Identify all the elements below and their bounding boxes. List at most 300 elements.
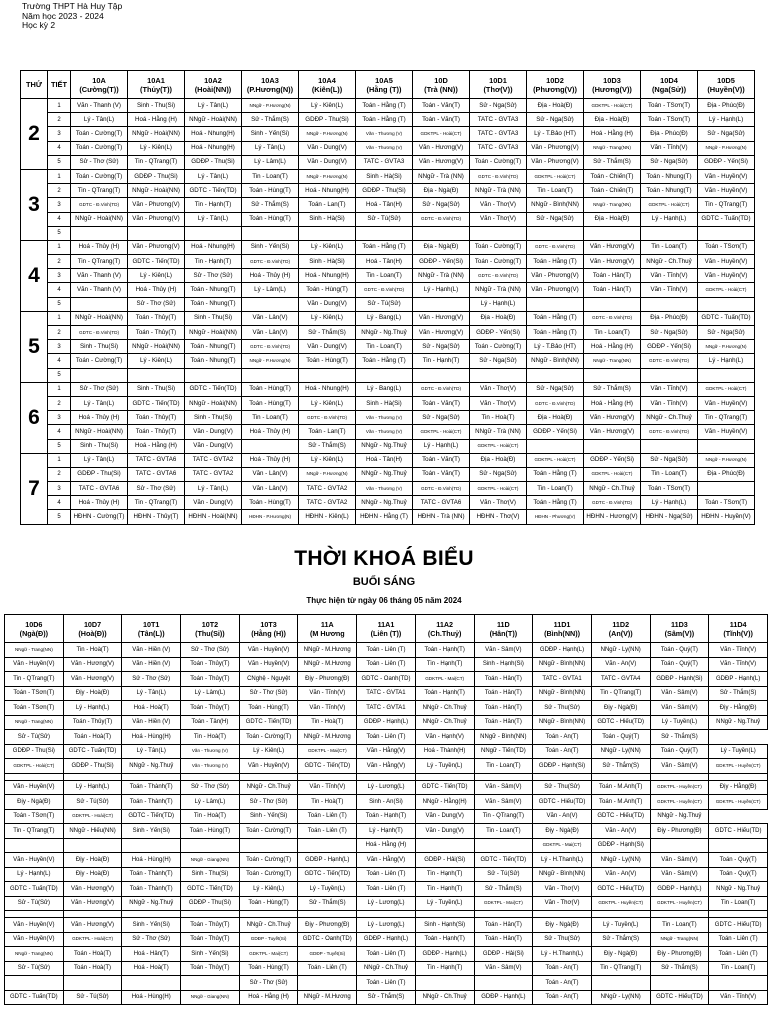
lesson-cell: Toán - Liên (T) — [357, 947, 416, 962]
lesson-cell — [242, 226, 299, 240]
lesson-cell: GDKTPL - Hoài(CT) — [584, 467, 641, 481]
lesson-cell: Văn - Hương(V) — [584, 411, 641, 425]
lesson-cell: Văn - Dung(V) — [185, 439, 242, 453]
lesson-cell: Tin - Hạnh(T) — [415, 882, 474, 897]
period-number: 2 — [48, 396, 71, 410]
lesson-cell: Toán - Hằng (T) — [527, 255, 584, 269]
lesson-cell: Văn - Phương(V) — [128, 212, 185, 226]
lesson-cell: Văn - Huyền(V) — [239, 759, 298, 774]
lesson-cell: Toán - An(T) — [533, 744, 592, 759]
lesson-cell: Văn - Thơ(V) — [470, 198, 527, 212]
lesson-cell: Văn - Thanh (V) — [71, 269, 128, 283]
lesson-cell: Sử - Tú(Sử) — [63, 795, 122, 810]
lesson-cell: TATC - GVTA6 — [128, 467, 185, 481]
day-label: 6 — [21, 382, 48, 453]
lesson-cell: Tin - Hoà(T) — [181, 730, 240, 745]
lesson-cell: Toán - Hân(T) — [474, 932, 533, 947]
lesson-cell: NNgữ - Ch.Thuỷ — [415, 701, 474, 716]
lesson-cell: Văn - Thơ(V) — [533, 896, 592, 911]
lesson-cell: Văn - Thương (V) — [356, 425, 413, 439]
lesson-cell: Toán - Liên (T) — [298, 809, 357, 824]
lesson-cell: Văn - An(V) — [591, 657, 650, 672]
lesson-cell: Văn - Hiền (V) — [122, 657, 181, 672]
lesson-cell: Sử - Thu(Sử) — [533, 932, 592, 947]
lesson-cell: NNgữ - Trà (NN) — [413, 269, 470, 283]
lesson-cell: Lý - Tuyền(L) — [591, 918, 650, 933]
lesson-cell: Sử - Thu(Sử) — [533, 701, 592, 716]
timetable-bottom-col-header: 11A1 (Liên (T)) — [357, 615, 416, 643]
page-title: THỜI KHOÁ BIỂU — [294, 547, 474, 570]
lesson-cell: Toán - Văn(T) — [413, 99, 470, 113]
lesson-cell: Toán - Quý(T) — [650, 657, 709, 672]
timetable-bottom-col-header: 11D (Hân(T)) — [474, 615, 533, 643]
timetable-top-header-row — [21, 71, 755, 99]
timetable-top-col-header: 10A2 (Hoài(NN)) — [185, 71, 242, 99]
lesson-cell: Sinh - Hạnh(Si) — [474, 657, 533, 672]
table-row — [5, 657, 768, 672]
lesson-cell: Văn - Tĩnh(V) — [709, 657, 768, 672]
lesson-cell: Hoá - Nhung(H) — [185, 127, 242, 141]
lesson-cell: GDKTPL - Hoài(CT) — [63, 809, 122, 824]
lesson-cell: Văn - Dung(V) — [415, 824, 474, 839]
lesson-cell: GDTC - Tuấn(TD) — [63, 744, 122, 759]
table-row — [21, 226, 755, 240]
lesson-cell: Toán - Hùng(T) — [242, 396, 299, 410]
lesson-cell: Toán - Thủy(T) — [181, 657, 240, 672]
lesson-cell: Hoá - Hân(T) — [122, 947, 181, 962]
table-row — [5, 838, 768, 853]
lesson-cell: Toán - Hân(T) — [584, 283, 641, 297]
lesson-cell — [415, 911, 474, 918]
lesson-cell: HĐHN - Huyền(V) — [698, 510, 755, 524]
lesson-cell: Toán - Liên (T) — [357, 657, 416, 672]
lesson-cell: Sử - Nga(Sử) — [698, 326, 755, 340]
table-row — [5, 911, 768, 918]
lesson-cell: Lý - Lương(L) — [357, 918, 416, 933]
lesson-cell: GDTC - Đ.Vinh(TD) — [413, 212, 470, 226]
lesson-cell: Toán - An(T) — [533, 961, 592, 976]
table-row — [5, 882, 768, 897]
lesson-cell: Hoá - Thủy (H) — [71, 411, 128, 425]
period-number: 5 — [48, 155, 71, 169]
school-year: Năm học 2023 - 2024 — [22, 10, 104, 21]
lesson-cell — [128, 226, 185, 240]
lesson-cell: NNgữ - P.Hương(N) — [698, 141, 755, 155]
table-row — [21, 311, 755, 325]
lesson-cell — [641, 226, 698, 240]
day-label: 4 — [21, 240, 48, 311]
lesson-cell: Sử - Thu(Sử) — [533, 780, 592, 795]
lesson-cell: Sinh - Thu(Si) — [185, 311, 242, 325]
lesson-cell: Tin - Hạnh(T) — [415, 961, 474, 976]
timetable-bottom-header-row — [5, 615, 768, 643]
lesson-cell: Văn - Thơ(V) — [470, 382, 527, 396]
lesson-cell: Toán - Hằng (T) — [356, 354, 413, 368]
lesson-cell: GDĐP - Hạnh(L) — [709, 672, 768, 687]
lesson-cell — [709, 773, 768, 780]
lesson-cell: Địy - Hằng(Đ) — [709, 701, 768, 716]
lesson-cell — [63, 976, 122, 991]
lesson-cell: Lý - Kiên(L) — [239, 744, 298, 759]
lesson-cell: Hoá - Hằng (H) — [128, 439, 185, 453]
lesson-cell: Văn - Hương(V) — [413, 311, 470, 325]
lesson-cell: Tin - Loan(T) — [242, 411, 299, 425]
lesson-cell — [650, 911, 709, 918]
lesson-cell: NNgữ - Bình(NN) — [533, 867, 592, 882]
lesson-cell: Hoá - Hằng (H) — [128, 113, 185, 127]
table-row — [5, 853, 768, 868]
period-number: 5 — [48, 439, 71, 453]
lesson-cell: Toán - TSơn(T) — [641, 99, 698, 113]
lesson-cell: Văn - Dung(V) — [299, 297, 356, 311]
lesson-cell: Lý - Lương(L) — [357, 780, 416, 795]
timetable-bottom-col-header: 11D1 (Bình(NN)) — [533, 615, 592, 643]
lesson-cell: Sử - Tú(Sử) — [5, 730, 64, 745]
lesson-cell: Toán - Thành(T) — [122, 780, 181, 795]
period-number: 4 — [48, 283, 71, 297]
lesson-cell: Tin - Hạnh(T) — [185, 198, 242, 212]
lesson-cell — [299, 368, 356, 382]
lesson-cell: Lý - Kiên(L) — [299, 240, 356, 254]
lesson-cell: Văn - Tĩnh(V) — [641, 141, 698, 155]
lesson-cell: Sử - Nga(Sử) — [413, 411, 470, 425]
lesson-cell: Toán - Hùng(T) — [239, 896, 298, 911]
lesson-cell: Toán - Chiến(T) — [584, 184, 641, 198]
lesson-cell: Tin - Loan(T) — [527, 184, 584, 198]
lesson-cell: Toán - An(T) — [533, 990, 592, 1005]
lesson-cell — [641, 368, 698, 382]
table-row — [21, 155, 755, 169]
lesson-cell: GDTC - Tuấn(TD) — [698, 212, 755, 226]
lesson-cell: Sử - Thắm(S) — [299, 326, 356, 340]
period-number: 4 — [48, 354, 71, 368]
lesson-cell: Văn - Sâm(V) — [650, 759, 709, 774]
lesson-cell: GDTC - Đ.Vinh(TD) — [413, 382, 470, 396]
lesson-cell: Văn - Hương(V) — [413, 141, 470, 155]
lesson-cell: Hoá - Hùng(H) — [122, 853, 181, 868]
lesson-cell: GDTC - Đ.Vinh(TD) — [641, 425, 698, 439]
lesson-cell: Lý - Lâm(L) — [242, 283, 299, 297]
lesson-cell: Toán - TSơn(T) — [641, 482, 698, 496]
lesson-cell: GDTC - Đ.Vinh(TD) — [470, 169, 527, 183]
lesson-cell: GDĐP - Yến(Si) — [584, 453, 641, 467]
lesson-cell: Toán - Thành(T) — [122, 867, 181, 882]
table-row — [5, 824, 768, 839]
lesson-cell: Sử - Thắm(S) — [357, 990, 416, 1005]
lesson-cell: Hoá - Hằng (H) — [584, 127, 641, 141]
lesson-cell: Toán - Liên (T) — [298, 824, 357, 839]
lesson-cell: Toán - M.Anh(T) — [591, 795, 650, 810]
lesson-cell: GDĐP - Yến(Si) — [641, 340, 698, 354]
lesson-cell: Văn - Hương(V) — [63, 657, 122, 672]
lesson-cell: GDTC - Đ.Vinh(TD) — [470, 269, 527, 283]
period-number: 4 — [48, 496, 71, 510]
lesson-cell: Văn - Hương(V) — [413, 326, 470, 340]
lesson-cell: Sử - Tú(Sử) — [5, 961, 64, 976]
lesson-cell — [415, 976, 474, 991]
lesson-cell: Toán - Hoà(T) — [63, 961, 122, 976]
period-number: 1 — [48, 311, 71, 325]
timetable-top-col-header: 10A3 (P.Hương(N)) — [242, 71, 299, 99]
timetable-bottom-col-header: 11A (M Hương — [298, 615, 357, 643]
table-row — [21, 510, 755, 524]
lesson-cell: Tin - Hạnh(T) — [415, 657, 474, 672]
lesson-cell: Sinh - Hà(Si) — [299, 255, 356, 269]
lesson-cell — [591, 911, 650, 918]
lesson-cell: Văn - Sâm(V) — [650, 686, 709, 701]
lesson-cell: Sử - Thơ (Sử) — [181, 780, 240, 795]
lesson-cell: Tin - Hoà(T) — [298, 715, 357, 730]
lesson-cell: NNgữ - Ch.Thuỷ — [641, 411, 698, 425]
lesson-cell: Văn - Thơ(V) — [470, 496, 527, 510]
lesson-cell — [650, 773, 709, 780]
lesson-cell: NNgữ - Ng.Thuỷ — [356, 496, 413, 510]
lesson-cell: Tin - QTrang(T) — [71, 255, 128, 269]
lesson-cell — [239, 773, 298, 780]
lesson-cell: NNgữ - Hoài(NN) — [185, 326, 242, 340]
lesson-cell: Lý - Kiên(L) — [128, 141, 185, 155]
lesson-cell: TATC - GVTA2 — [185, 453, 242, 467]
lesson-cell: Lý - Tân(L) — [122, 744, 181, 759]
lesson-cell: Hoá - Thủy (H) — [242, 269, 299, 283]
lesson-cell: NNgữ - Hoài(NN) — [185, 113, 242, 127]
lesson-cell: NNgữ - Hoài(NN) — [71, 425, 128, 439]
lesson-cell: Sử - Thắm(S) — [298, 896, 357, 911]
lesson-cell: NNgữ - Giang(NN) — [181, 990, 240, 1005]
lesson-cell: Lý - Hạnh(L) — [641, 496, 698, 510]
lesson-cell — [584, 226, 641, 240]
lesson-cell: Sinh - Thu(Si) — [128, 382, 185, 396]
lesson-cell — [185, 226, 242, 240]
lesson-cell: GDTC - Đ.Vinh(TD) — [242, 340, 299, 354]
lesson-cell: Hoá - Tân(H) — [356, 453, 413, 467]
lesson-cell: Tin - Loan(T) — [650, 918, 709, 933]
lesson-cell: Sử - Tú(Sử) — [5, 896, 64, 911]
lesson-cell: Lý - Tân(L) — [185, 482, 242, 496]
lesson-cell: GDTC - Tiến(TD) — [239, 715, 298, 730]
lesson-cell: GDTC - Hiếu(TD) — [650, 990, 709, 1005]
lesson-cell: Văn - Sâm(V) — [474, 961, 533, 976]
lesson-cell: NNgữ - Tiến(TD) — [474, 744, 533, 759]
lesson-cell: Tin - Hạnh(T) — [185, 255, 242, 269]
lesson-cell: Toán - M.Anh(T) — [591, 780, 650, 795]
table-row — [21, 113, 755, 127]
lesson-cell: NNgữ - Ng.Thuỷ — [122, 896, 181, 911]
lesson-cell: Toán - Nhung(T) — [185, 340, 242, 354]
timetable-bottom-col-header: 11D4 (Tĩnh(V)) — [709, 615, 768, 643]
lesson-cell: GDKTPL - Mai(CT) — [533, 838, 592, 853]
lesson-cell: Văn - Huyền(V) — [698, 169, 755, 183]
lesson-cell: Văn - Sâm(V) — [474, 643, 533, 658]
timetable-top-col-header: 10A4 (Kiên(L)) — [299, 71, 356, 99]
lesson-cell: Văn - Hương(V) — [63, 672, 122, 687]
lesson-cell: Tin - QTrang(T) — [698, 198, 755, 212]
lesson-cell: Địa - Hoà(Đ) — [584, 212, 641, 226]
lesson-cell: GDKTPL - Hoài(CT) — [527, 169, 584, 183]
timetable-top-col-header: 10A5 (Hằng (T)) — [356, 71, 413, 99]
lesson-cell: Lý - Lâm(L) — [181, 795, 240, 810]
lesson-cell — [181, 773, 240, 780]
lesson-cell: Toán - Thủy(T) — [128, 311, 185, 325]
table-row — [21, 482, 755, 496]
lesson-cell — [356, 368, 413, 382]
timetable-bottom-col-header: 10D6 (Ngà(Đ)) — [5, 615, 64, 643]
lesson-cell: NNgữ - Trang(NN) — [584, 354, 641, 368]
timetable-top-col-header: 10D5 (Huyền(V)) — [698, 71, 755, 99]
lesson-cell: Lý - Tân(L) — [185, 212, 242, 226]
table-row — [21, 198, 755, 212]
lesson-cell: Văn - Phương(V) — [527, 141, 584, 155]
lesson-cell: Toán - Cường(T) — [71, 141, 128, 155]
lesson-cell: Sử - Thơ (Sử) — [185, 269, 242, 283]
lesson-cell: Toán - Liên (T) — [357, 730, 416, 745]
lesson-cell — [527, 297, 584, 311]
lesson-cell: Toán - Cường(T) — [470, 240, 527, 254]
lesson-cell: Toán - Hằng (T) — [356, 99, 413, 113]
lesson-cell: Toán - Tân(H) — [181, 715, 240, 730]
lesson-cell: Văn - Hiền (V) — [122, 715, 181, 730]
lesson-cell: Tin - Hoà(T) — [181, 809, 240, 824]
period-number: 3 — [48, 411, 71, 425]
lesson-cell: Sử - Tú(Sử) — [474, 867, 533, 882]
lesson-cell: HĐHN - P.Hương(N) — [242, 510, 299, 524]
timetable-bottom-col-header: 11D2 (An(V)) — [591, 615, 650, 643]
lesson-cell: NNgữ - Ch.Thuỷ — [415, 990, 474, 1005]
lesson-cell: NNgữ - Hiếu(NN) — [63, 824, 122, 839]
lesson-cell: Toán - TSơn(T) — [5, 701, 64, 716]
lesson-cell: Sử - Thơ (Sử) — [122, 672, 181, 687]
lesson-cell — [71, 368, 128, 382]
lesson-cell: Văn - Huyền(V) — [698, 255, 755, 269]
lesson-cell: GDĐP - Hải(Si) — [474, 947, 533, 962]
lesson-cell: Toán - Quý(T) — [650, 643, 709, 658]
lesson-cell: Lý - Bang(L) — [356, 311, 413, 325]
lesson-cell: Địy - Ngà(Đ) — [533, 918, 592, 933]
lesson-cell: GDTC - Tiến(TD) — [128, 255, 185, 269]
lesson-cell: Lý - Tân(L) — [122, 686, 181, 701]
lesson-cell: Sử - Thơ (Sử) — [181, 643, 240, 658]
period-number: 3 — [48, 269, 71, 283]
lesson-cell — [584, 297, 641, 311]
table-row — [5, 773, 768, 780]
lesson-cell: Hoá - Nhung(H) — [299, 184, 356, 198]
lesson-cell: Toán - Cường(T) — [71, 127, 128, 141]
lesson-cell: GDTC - Tiến(TD) — [185, 382, 242, 396]
lesson-cell: NNgữ - Trang(NN) — [5, 715, 64, 730]
lesson-cell: Lý - Tân(L) — [242, 141, 299, 155]
lesson-cell: NNgữ - Ng.Thuỷ — [356, 467, 413, 481]
lesson-cell: Văn - Sâm(V) — [650, 867, 709, 882]
lesson-cell — [71, 297, 128, 311]
lesson-cell: TATC - GVTA2 — [299, 496, 356, 510]
lesson-cell: Sử - Thơ (Sử) — [122, 932, 181, 947]
lesson-cell: Sinh - Yến(Si) — [239, 809, 298, 824]
lesson-cell: NNgữ - Trà (NN) — [470, 184, 527, 198]
table-row — [21, 255, 755, 269]
lesson-cell: Sử - Thắm(S) — [591, 759, 650, 774]
lesson-cell: GDKTPL - Hoài(CT) — [470, 439, 527, 453]
lesson-cell: GDĐP - Hạnh(L) — [474, 990, 533, 1005]
lesson-cell: GDTC - Tiến(TD) — [298, 867, 357, 882]
table-row — [21, 184, 755, 198]
lesson-cell: Hoá - Thủy (H) — [128, 283, 185, 297]
lesson-cell: TATC - GVTA3 — [470, 127, 527, 141]
lesson-cell: NNgữ - P.Hương(N) — [299, 169, 356, 183]
lesson-cell: TATC - GVTA2 — [185, 467, 242, 481]
lesson-cell: Địa - Phúc(Đ) — [698, 99, 755, 113]
timetable-top-col-header: 10D2 (Phương(V)) — [527, 71, 584, 99]
table-row — [21, 326, 755, 340]
lesson-cell: Toán - Liên (T) — [357, 882, 416, 897]
lesson-cell: Toán - Hân(T) — [474, 686, 533, 701]
lesson-cell: Lý - Tuyền(L) — [650, 715, 709, 730]
timetable-top — [20, 70, 755, 525]
lesson-cell: GDĐP - Thu(Si) — [299, 113, 356, 127]
lesson-cell: NNgữ - P.Hương(N) — [698, 453, 755, 467]
lesson-cell: GDTC - Hiếu(TD) — [591, 715, 650, 730]
lesson-cell: Văn - Dung(V) — [185, 496, 242, 510]
period-number: 2 — [48, 467, 71, 481]
lesson-cell: NNgữ - Ng.Thuỷ — [356, 326, 413, 340]
period-number: 4 — [48, 425, 71, 439]
effective-date: Thực hiện từ ngày 06 tháng 05 năm 2024 — [306, 596, 462, 605]
lesson-cell — [242, 297, 299, 311]
lesson-cell: Toán - Thủy(T) — [181, 701, 240, 716]
lesson-cell: Sinh - Yến(Si) — [181, 947, 240, 962]
lesson-cell: TATC - GVTA2 — [299, 482, 356, 496]
lesson-cell: Lý - Hạnh(L) — [413, 439, 470, 453]
lesson-cell: Lý - Kiên(L) — [299, 396, 356, 410]
lesson-cell: NNgữ - Hoài(NN) — [128, 127, 185, 141]
lesson-cell: Địa - Hoà(Đ) — [527, 99, 584, 113]
lesson-cell: HĐHN - Hoài(NN) — [185, 510, 242, 524]
lesson-cell: GDKTPL - Mai(CT) — [298, 744, 357, 759]
lesson-cell — [71, 226, 128, 240]
lesson-cell: Toán - Hùng(T) — [299, 354, 356, 368]
lesson-cell: Toán - Nhung(T) — [641, 184, 698, 198]
lesson-cell: Địy - Hoà(Đ) — [63, 867, 122, 882]
lesson-cell: Toán - Cường(T) — [239, 867, 298, 882]
table-row — [5, 809, 768, 824]
lesson-cell: GDĐP - Hạnh(L) — [357, 932, 416, 947]
lesson-cell: GDTC - Tiến(TD) — [181, 882, 240, 897]
lesson-cell: Văn - Lân(V) — [242, 326, 299, 340]
lesson-cell: GDTC - Đ.Vinh(TD) — [527, 396, 584, 410]
lesson-cell: Toán - Hân(T) — [474, 918, 533, 933]
lesson-cell: GDKTPL - Mai(CT) — [239, 947, 298, 962]
lesson-cell: Sử - Nga(Sử) — [527, 212, 584, 226]
lesson-cell: NNgữ - Bình(NN) — [527, 354, 584, 368]
lesson-cell: NNgữ - P.Hương(N) — [242, 99, 299, 113]
timetable-bottom-col-header: 10T1 (Tân(L)) — [122, 615, 181, 643]
lesson-cell: Sinh - Yến(Si) — [122, 824, 181, 839]
lesson-cell — [299, 226, 356, 240]
lesson-cell — [584, 439, 641, 453]
lesson-cell: Văn - Hằng(V) — [357, 744, 416, 759]
lesson-cell: Sinh - An(Si) — [357, 795, 416, 810]
lesson-cell — [709, 911, 768, 918]
lesson-cell: GDĐP - Hạnh(Si) — [591, 838, 650, 853]
lesson-cell: Lý - Tân(L) — [185, 169, 242, 183]
lesson-cell: GDTC - Tuấn(TD) — [5, 990, 64, 1005]
lesson-cell: TATC - GVTA3 — [470, 113, 527, 127]
lesson-cell: Địy - Phương(Đ) — [298, 672, 357, 687]
lesson-cell: Toán - Hằng (T) — [527, 496, 584, 510]
lesson-cell: Toán - Hằng (T) — [356, 113, 413, 127]
lesson-cell: HĐHN - Trà (NN) — [413, 510, 470, 524]
lesson-cell: Văn - Phương(V) — [527, 269, 584, 283]
lesson-cell: Toán - Thành(T) — [122, 795, 181, 810]
